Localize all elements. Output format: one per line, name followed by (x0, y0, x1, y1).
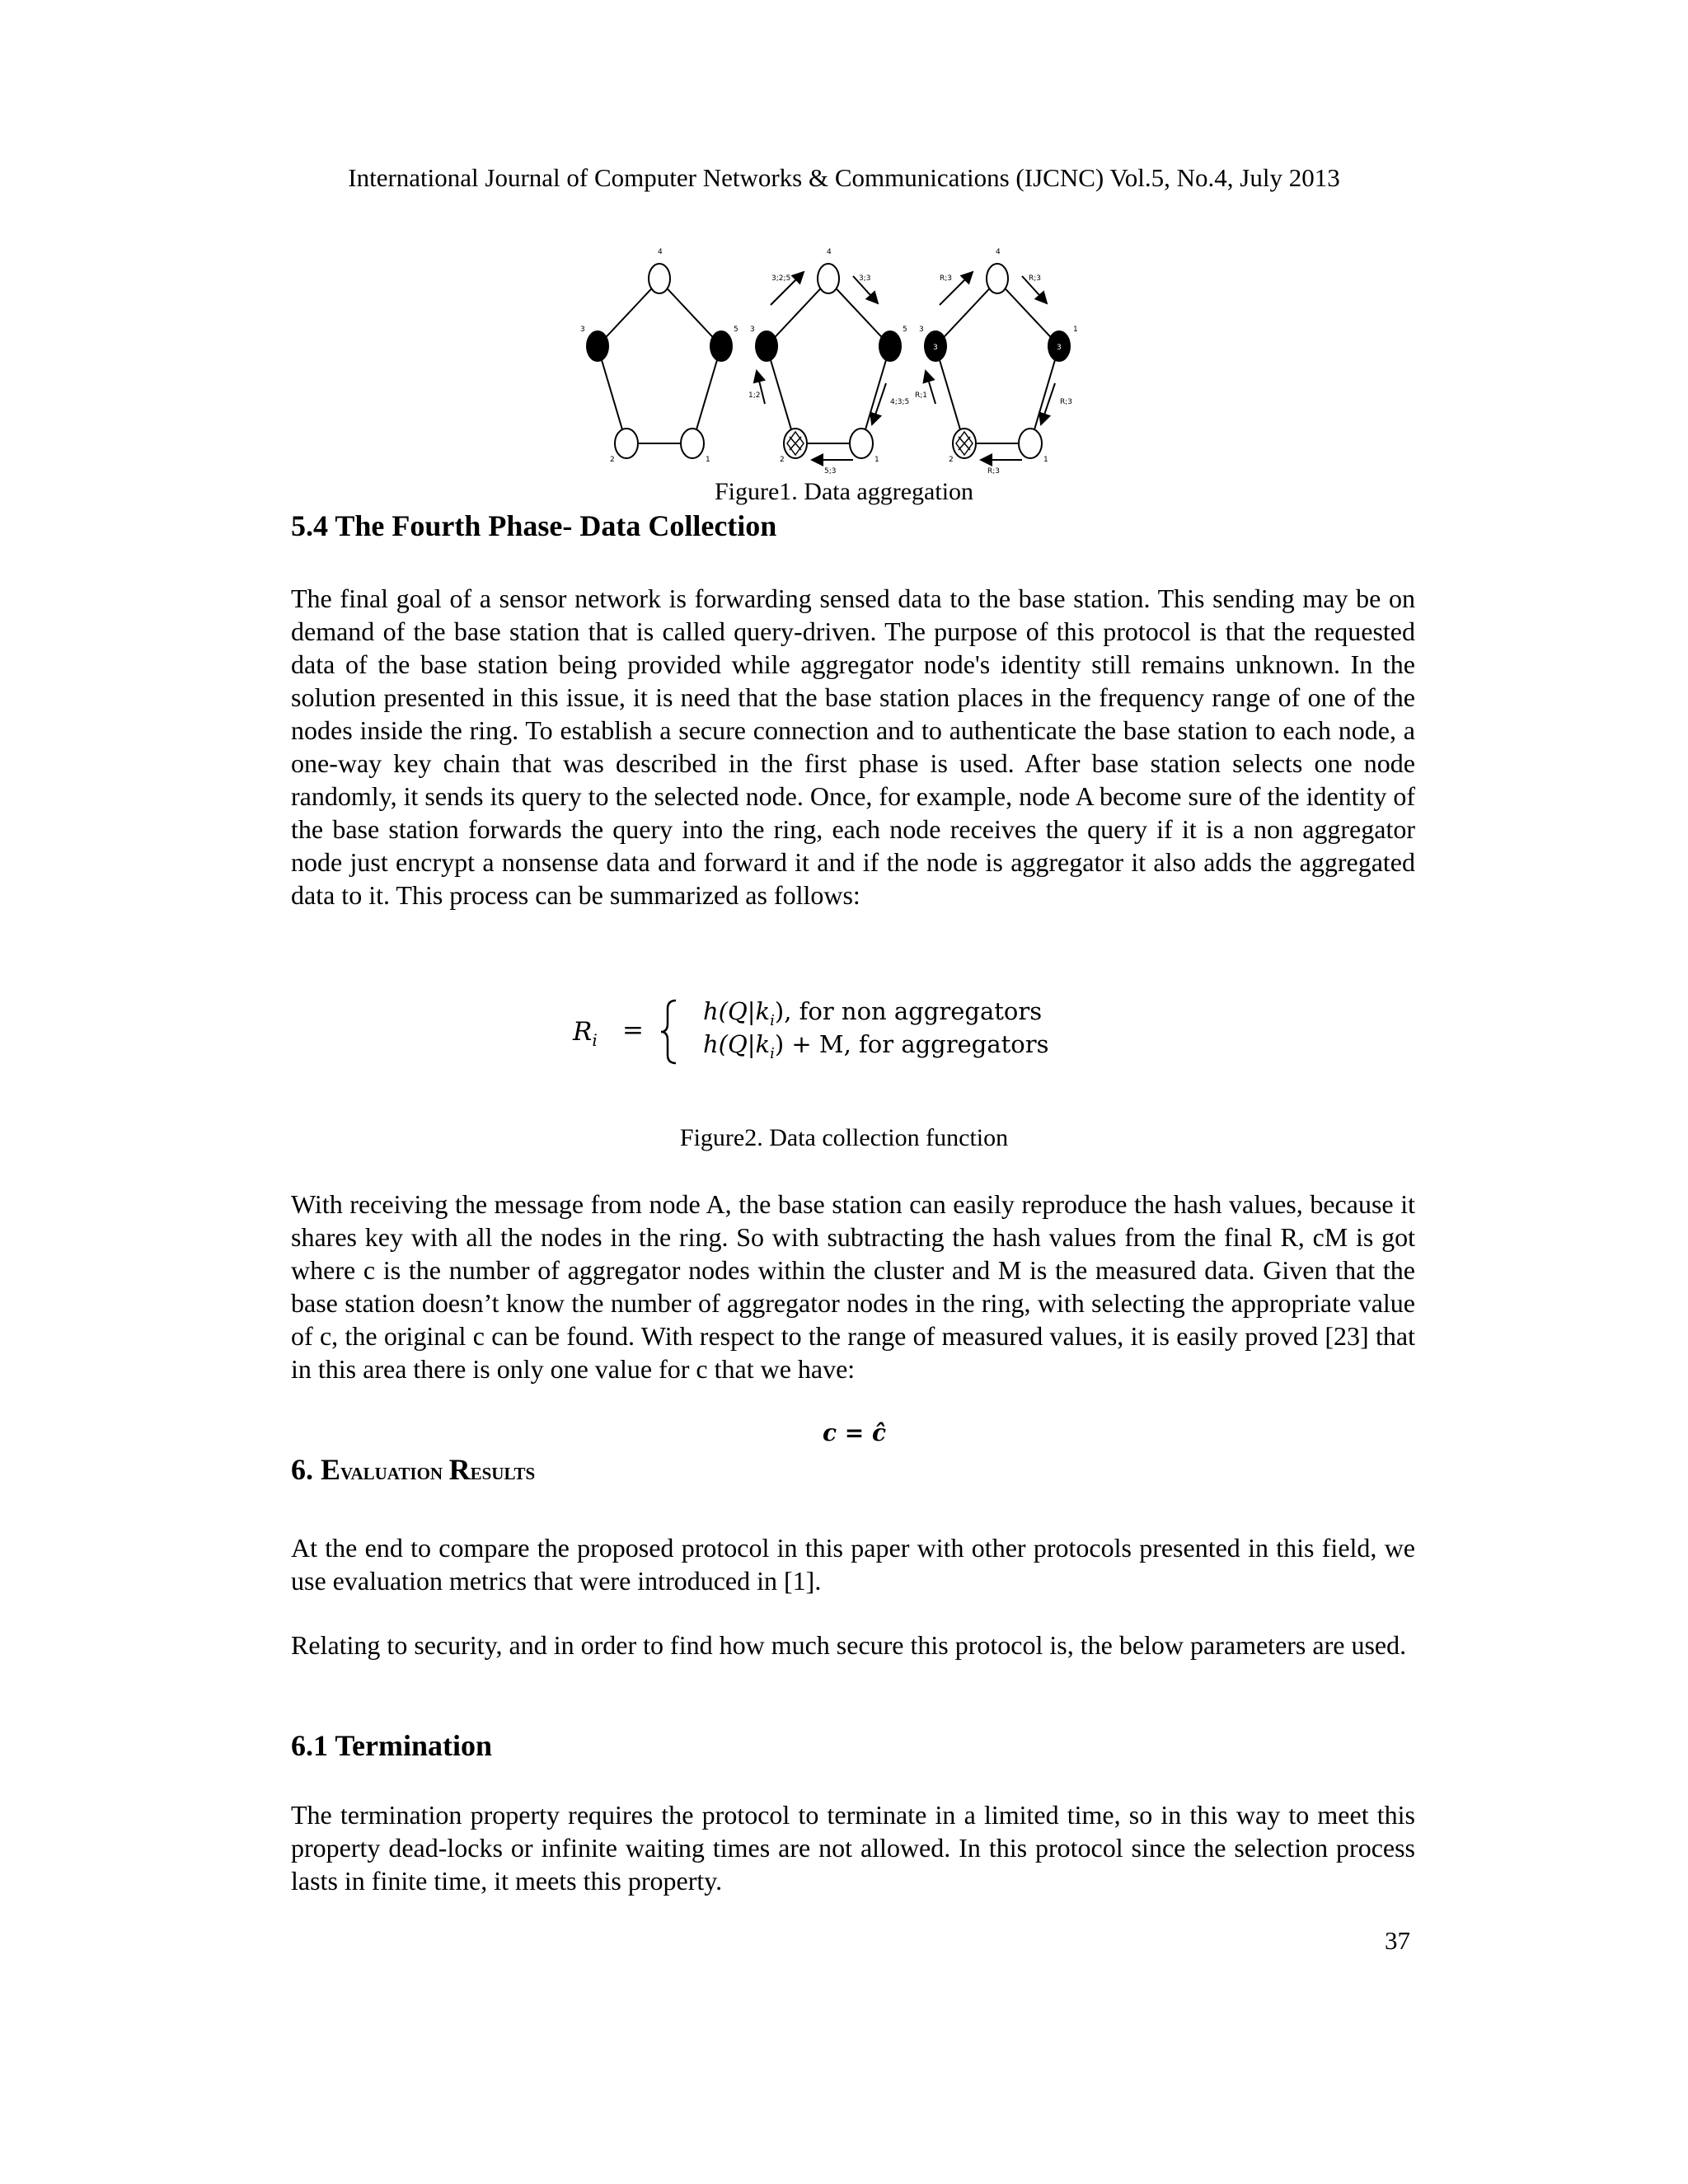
paragraph-hash-values: With receiving the message from node A, the base station can easily reproduce the hash values, because it shares key with all the nodes in the ring. So with subtracting the hash values from the final R, cM is got where c is the number of aggregator nodes within the cluster and M is the measured data. Given that the base station doesn’t know the number of aggregator nodes in the ring, with selecting the appropriate value of c, the original c can be found. With respect to the range of measured values, it is easily proved [23] that in this area there is only one value for c that we have: (291, 1189, 1415, 1384)
edge-label: 3;3 (859, 274, 871, 283)
node-inner-label: 3 (933, 344, 938, 352)
edge-label: 3;2;5 (771, 274, 791, 283)
section-6-1-heading: 6.1 Termination (291, 1729, 493, 1762)
section-5-4-heading: 5.4 The Fourth Phase- Data Collection (291, 509, 777, 542)
edge-label: R;3 (1060, 398, 1073, 406)
section-6-word-results: esults (470, 1458, 536, 1485)
eq-case1-rest: ), for non aggregators (774, 997, 1043, 1025)
node-4 (649, 264, 670, 293)
section-6-paragraph-1: At the end to compare the proposed protocol in this paper with other protocols presented in this field, we use evaluation metrics that were introduced in [1]. (291, 1533, 1415, 1596)
equation-c-hat: c = ĉ (823, 1419, 887, 1446)
edge-label: R;3 (1029, 274, 1042, 283)
figure1-caption: Figure1. Data aggregation (714, 478, 974, 505)
left-brace (659, 999, 679, 1065)
graph3 (925, 264, 1073, 460)
node-4 (987, 264, 1008, 293)
label: 4 (658, 248, 663, 256)
node-3 (756, 331, 777, 361)
node-1 (681, 429, 704, 458)
graph1 (587, 264, 732, 458)
eq-case1: h(Q|k (703, 997, 771, 1025)
section-6-1-paragraph: The termination property requires the protocol to terminate in a limited time, so in this way to meet this property dead-locks or infinite waiting times are not allowed. In this protocol since the selection process lasts in finite time, it meets this property. (291, 1800, 1415, 1896)
node-3 (587, 331, 608, 361)
eq-case2: h(Q|k (703, 1030, 771, 1058)
section-6-word-evaluation: valuation (340, 1458, 449, 1485)
label: 3 (580, 326, 585, 334)
section-6-letter-e: E (321, 1453, 341, 1486)
label: 1 (1043, 456, 1048, 464)
node-2 (615, 429, 638, 458)
edge-label: 5;3 (824, 467, 837, 476)
label: 4 (996, 248, 1001, 256)
edge-label: 4;3;5 (890, 398, 910, 406)
label: 2 (610, 456, 615, 464)
graph2 (756, 264, 901, 460)
edge-label: 1;2 (748, 391, 761, 400)
eq-case2-sub: i (770, 1044, 775, 1062)
node-1 (1019, 429, 1042, 458)
label: 2 (949, 456, 954, 464)
label: 1 (706, 456, 710, 464)
label: 1 (874, 456, 879, 464)
node-5 (710, 331, 732, 361)
edge-label: R;1 (915, 391, 928, 400)
node-inner-label: 3 (1057, 344, 1062, 352)
page-number: 37 (1385, 1926, 1410, 1955)
eq-case1-sub: i (770, 1011, 775, 1029)
label: 3 (750, 326, 755, 334)
eq-lhs: R (573, 1017, 593, 1047)
section-6-letter-r: R (448, 1453, 471, 1486)
section-6-number: 6. (291, 1453, 321, 1486)
label: 5 (734, 326, 738, 334)
figure1-data-aggregation (569, 239, 1393, 478)
equation-data-collection (573, 997, 1117, 1071)
edge-label: R;3 (940, 274, 953, 283)
label: 4 (827, 248, 832, 256)
section-6-paragraph-2: Relating to security, and in order to find how much secure this protocol is, the below parameters are used. (291, 1630, 1407, 1660)
figure2-caption: Figure2. Data collection function (679, 1124, 1009, 1151)
node-5 (879, 331, 901, 361)
label: 3 (919, 326, 924, 334)
label: 2 (780, 456, 785, 464)
eq-equals: = (622, 1015, 644, 1045)
section-5-4-paragraph: The final goal of a sensor network is forwarding sensed data to the base station. This sending may be on demand of the base station that is called query-driven. The purpose of this protocol is that the requested data of the base station being provided while aggregator node's identity still remains unknown. In the solution presented in this issue, it is need that the base station places in the frequency range of one of the nodes inside the ring. To establish a secure connection and to authenticate the base station to each node, a one-way key chain that was described in the first phase is used. After base station selects one node randomly, it sends its query to the selected node. Once, for example, node A become sure of the identity of the base station forwards the query into the ring, each node receives the query if it is a non aggregator node just encrypt a nonsense data and forward it and if the node is aggregator it also adds the aggregated data to it. This process can be summarized as follows: (291, 583, 1415, 910)
label: 5 (903, 326, 907, 334)
label: 1 (1073, 326, 1078, 334)
node-4 (818, 264, 839, 293)
edge-label: R;3 (987, 467, 1001, 476)
eq-case2-rest: ) + M, for aggregators (774, 1030, 1049, 1058)
running-header: International Journal of Computer Networks & Communications (IJCNC) Vol.5, No.4, July 2013 (348, 163, 1340, 192)
node-1 (850, 429, 873, 458)
eq-lhs-sub: i (592, 1030, 598, 1051)
section-6-heading (291, 1452, 535, 1487)
